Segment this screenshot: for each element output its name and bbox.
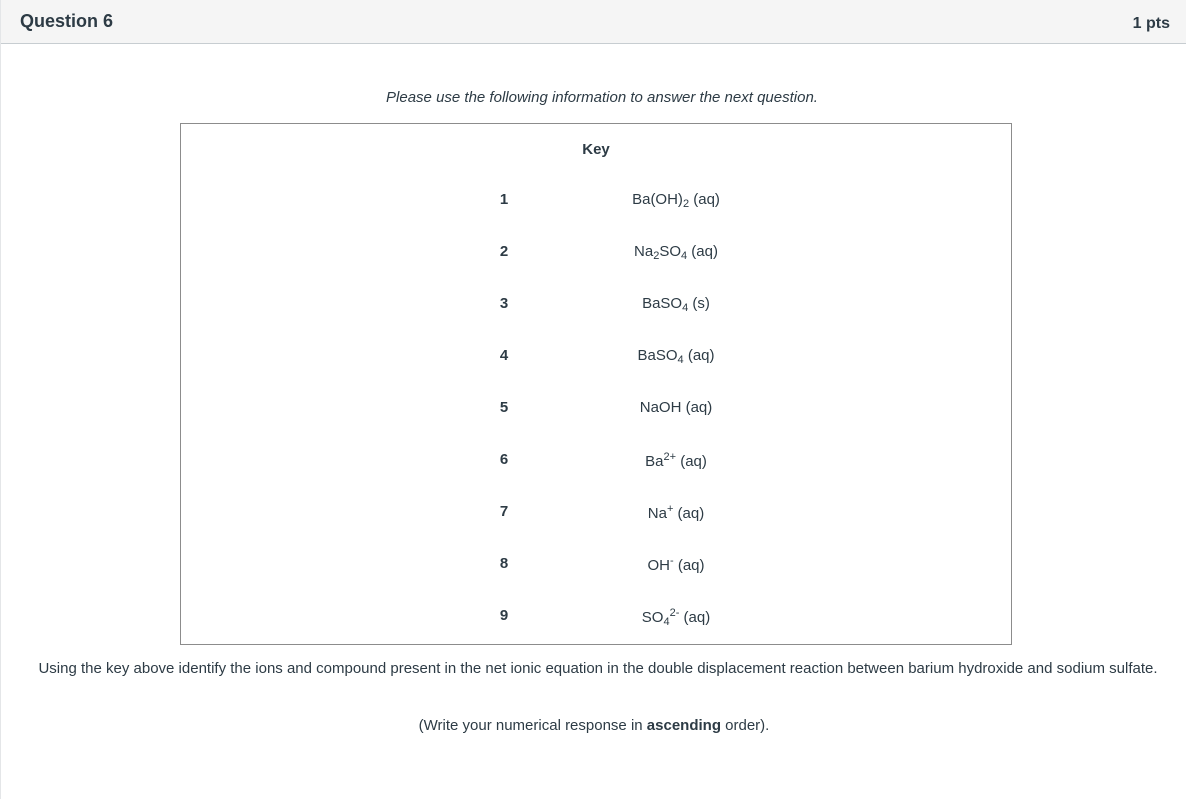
key-row [181,607,1011,627]
key-species: OH- (aq) [647,555,705,574]
key-heading: Key [582,141,610,158]
question-text: Using the key above identify the ions and compound present in the net ionic equation in the double displacement reaction between barium hydroxide and sodium sulfate. [38,660,1158,677]
question-points: 1 pts [1132,14,1170,32]
key-table [180,123,1012,645]
question-title: Question 6 [20,11,114,31]
key-row [181,399,1011,419]
key-row [181,503,1011,523]
key-number: 4 [499,347,509,364]
key-species: $Ba^{2+}$ (aq) [645,451,707,470]
key-row [181,295,1011,315]
key-species: NaOH (aq) [639,399,713,416]
key-row [181,191,1011,211]
emphasis-ascending: ascending [646,717,721,734]
key-number: 5 [499,399,509,416]
key-species: $Na_2SO_4$ (aq) [634,243,718,262]
key-species: $SO_4^{2-}$ (aq) [641,607,711,628]
key-row [181,555,1011,575]
key-number: 1 [499,191,509,208]
key-number: 3 [499,295,509,312]
instruction-text: (Write your numerical response in ascending order). [418,717,770,734]
key-number: 7 [499,503,509,520]
key-number: 8 [499,555,509,572]
question-header [1,0,1186,44]
key-species: BaSO$_4$ (s) [642,295,710,314]
key-row [181,451,1011,471]
key-row [181,347,1011,367]
key-number: 6 [499,451,509,468]
intro-text: Please use the following information to answer the next question. [386,89,818,106]
key-species: $Ba(OH)_2$ (aq) [632,191,720,210]
key-number: 9 [499,607,509,624]
key-number: 2 [499,243,509,260]
key-species: BaSO$_4$ (aq) [637,347,715,366]
key-row [181,243,1011,263]
key-species: Na+ (aq) [647,503,705,522]
